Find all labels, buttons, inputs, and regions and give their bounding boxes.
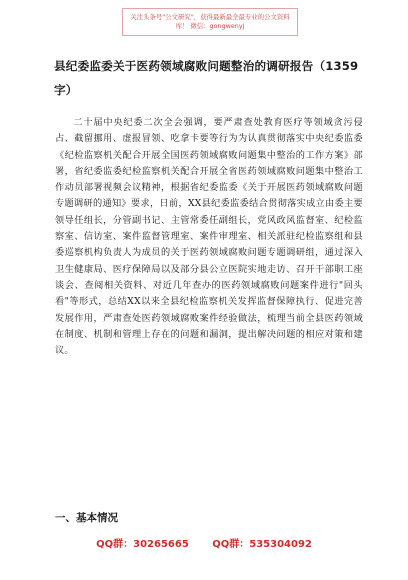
section-heading: 一、基本情况 <box>55 512 118 524</box>
body-paragraph: 二十届中央纪委二次全会强调，要严肃查处教育医疗等领域贪污侵占、截留挪用、虚报冒领、吃拿卡要等行为为认真贯彻落实中央纪委监委《纪检监察机关配合开展全国医药领域腐败问题集中整治的工作方案》部署，省纪委监委纪检监察机关配合开展全省医药领域腐败问题集中整治工作动员部署视频会议精神，根据省纪委监委《关于开展医药领域腐败问题专题调研的通知》要求，日前，XX县纪委监委结合贯彻落实成立由委主要领导任组长，分管副书记、主管常委任副组长，党风政风监督室、纪检监察室、信访室、案件监督管理室、案件审理室、相关派驻纪检监察组和县委巡察机构负责人为成员的关于医药领域腐败问题专题调研组，通过深入卫生健康局、医疗保障局以及部分县公立医院实地走访、召开干部职工座谈会、查阅相关资料、对近几年查办的医药领域腐败问题案件进行"回头看"等形式，总结XX以来全县纪检监察机关发挥监督保障执行、促进完善发展作用，严肃查处医药领域腐败案件经验做法，梳理当前全县医药领域在制度、机制和管理上存在的问题和漏洞，提出解决问题的相应对策和建议。 <box>55 117 363 357</box>
document-title: 县纪委监委关于医药领域腐败问题整治的调研报告（1359字） <box>54 59 359 97</box>
document-body <box>55 115 363 359</box>
footer-contact <box>0 535 408 550</box>
promo-banner <box>122 8 298 36</box>
promo-banner-text: 关注头条号"公文研究"，获得最新最全最专业的公文资料库！ 微信：gongwenyj <box>130 13 290 30</box>
qq-group-2: QQ群：535304092 <box>212 539 312 550</box>
qq-group-1: QQ群：30265665 <box>96 539 189 550</box>
